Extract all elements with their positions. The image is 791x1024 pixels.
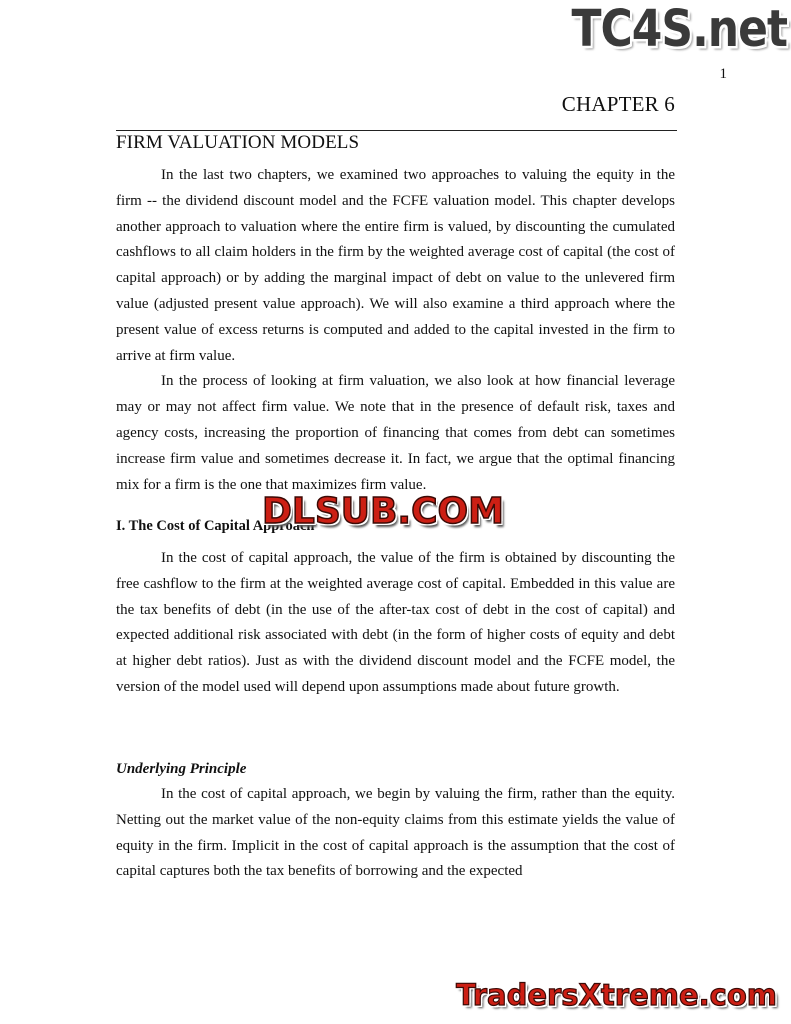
chapter-heading: CHAPTER 6 [561, 92, 675, 116]
subsection-heading-underlying-principle: Underlying Principle [116, 761, 247, 777]
subsection-paragraph-1: In the cost of capital approach, we begin by valuing the firm, rather than the equity. Netting out the market value of the non-equity claims from this estimate yields the value of equity in the firm. Implicit in the cost of capital approach is the assumption that the cost of capital captures both the tax benefits of borrowing and the expected [116, 786, 675, 880]
section-1-paragraph-1: In the cost of capital approach, the value of the firm is obtained by discounting the free cashflow to the firm at the weighted average cost of capital. Embedded in this value are the tax benefits of debt (in the use of the after-tax cost of debt in the cost of capital) and expected additional risk associated with debt (in the form of higher costs of equity and debt at higher debt ratios). Just as with the dividend discount model and the FCFE model, the version of the model used will depend upon assumptions made about future growth. [116, 550, 675, 695]
section-1-text [116, 546, 675, 701]
page-number: 1 [719, 66, 727, 82]
title-rule [116, 130, 677, 131]
intro-text [116, 163, 675, 498]
intro-paragraph-2: In the process of looking at firm valuation, we also look at how financial leverage may or may not affect firm value. We note that in the presence of default risk, taxes and agency costs, increasing the proportion of financing that comes from debt can sometimes increase firm value and sometimes decrease it. In fact, we argue that the optimal financing mix for a firm is the one that maximizes firm value. [116, 373, 675, 493]
section-heading-cost-of-capital: I. The Cost of Capital Approach [116, 518, 315, 534]
watermark-tc4s: TC4S.net [571, 0, 787, 59]
intro-paragraph-1: In the last two chapters, we examined two approaches to valuing the equity in the firm -- the dividend discount model and the FCFE valuation model. This chapter develops another approach to valuation where the entire firm is valued, by discounting the cumulated cashflows to all claim holders in the firm by the weighted average cost of capital (the cost of capital approach) or by adding the marginal impact of debt on value to the unlevered firm value (adjusted present value approach). We will also examine a third approach where the present value of excess returns is computed and added to the capital invested in the firm to arrive at firm value. [116, 167, 675, 364]
page-title: FIRM VALUATION MODELS [116, 132, 360, 153]
watermark-dlsub: DLSUB.COM [262, 491, 504, 532]
watermark-tradersxtreme: TradersXtreme.com [456, 978, 777, 1012]
subsection-text [116, 782, 675, 885]
